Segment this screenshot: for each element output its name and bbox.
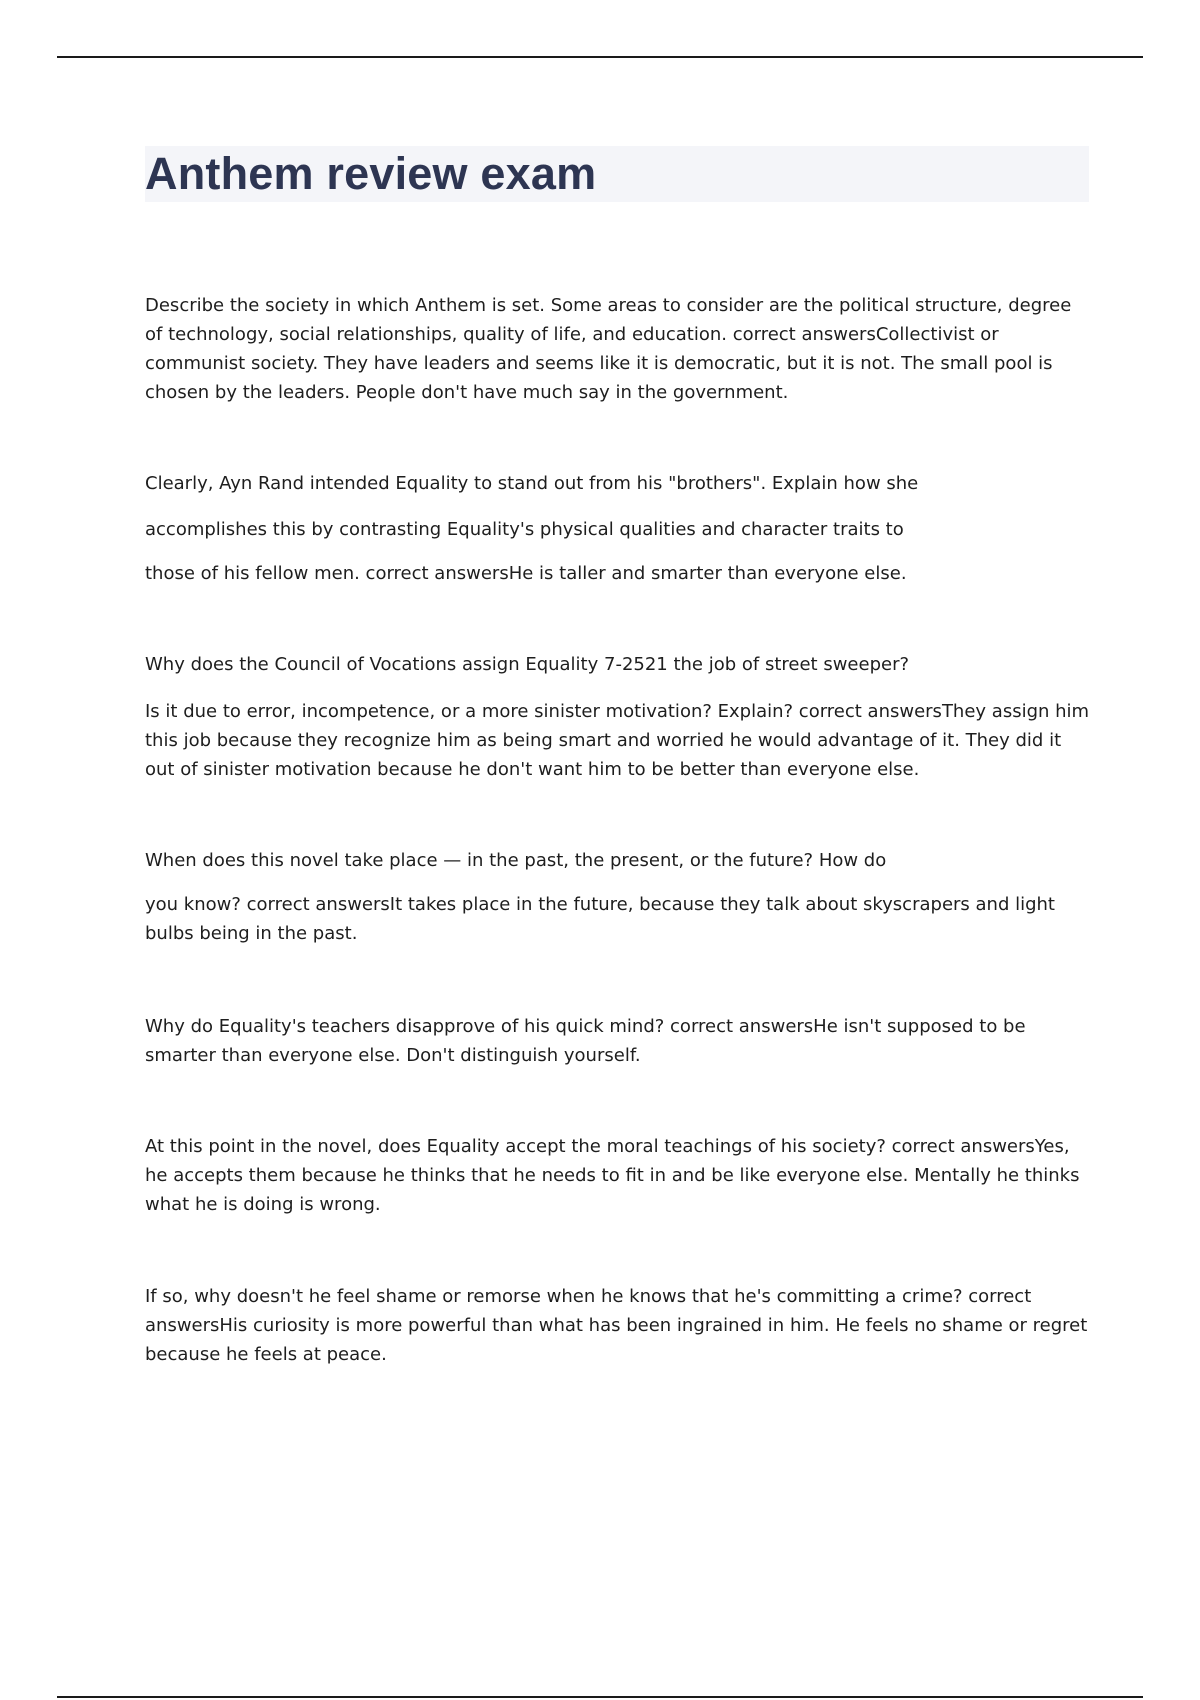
qa-council-answer: Is it due to error, incompetence, or a more sinister motivation? Explain? correct answersThey assign him this job because they recognize him as being smart and worried he would advantage of it. They did it out of sinister motivation because he don't want him to be better than everyone else. <box>145 701 1090 780</box>
qa-moral-teachings: At this point in the novel, does Equality accept the moral teachings of his society? correct answersYes, he accepts them because he thinks that he needs to fit in and be like everyone else. Mentally he thinks what he is doing is wrong. <box>145 1136 1080 1215</box>
qa-time-answer: you know? correct answersIt takes place in the future, because they talk about skyscrapers and light bulbs being in the past. <box>145 894 1055 944</box>
qa-shame-remorse: If so, why doesn't he feel shame or remorse when he knows that he's committing a crime? correct answersHis curiosity is more powerful than what has been ingrained in him. He feels no shame or regret because he feels at peace. <box>145 1286 1088 1365</box>
header-rule <box>57 56 1143 58</box>
qa-council-question: Why does the Council of Vocations assign Equality 7-2521 the job of street sweeper? <box>145 654 910 675</box>
qa-equality-line-1: Clearly, Ayn Rand intended Equality to stand out from his "brothers". Explain how she <box>145 473 919 494</box>
qa-society: Describe the society in which Anthem is set. Some areas to consider are the political structure, degree of technology, social relationships, quality of life, and education. correct answersCollectivist or communist society. They have leaders and seems like it is democratic, but it is not. The small pool is chosen by the leaders. People don't have much say in the government. <box>145 295 1072 403</box>
page-title: Anthem review exam <box>145 148 597 199</box>
footer-rule <box>57 1696 1143 1698</box>
qa-teachers: Why do Equality's teachers disapprove of his quick mind? correct answersHe isn't supposed to be smarter than everyone else. Don't distinguish yourself. <box>145 1016 1026 1066</box>
qa-time-question: When does this novel take place — in the past, the present, or the future? How do <box>145 850 887 871</box>
qa-equality-line-3: those of his fellow men. correct answersHe is taller and smarter than everyone else. <box>145 563 907 584</box>
qa-equality-line-2: accomplishes this by contrasting Equality's physical qualities and character traits to <box>145 519 904 540</box>
